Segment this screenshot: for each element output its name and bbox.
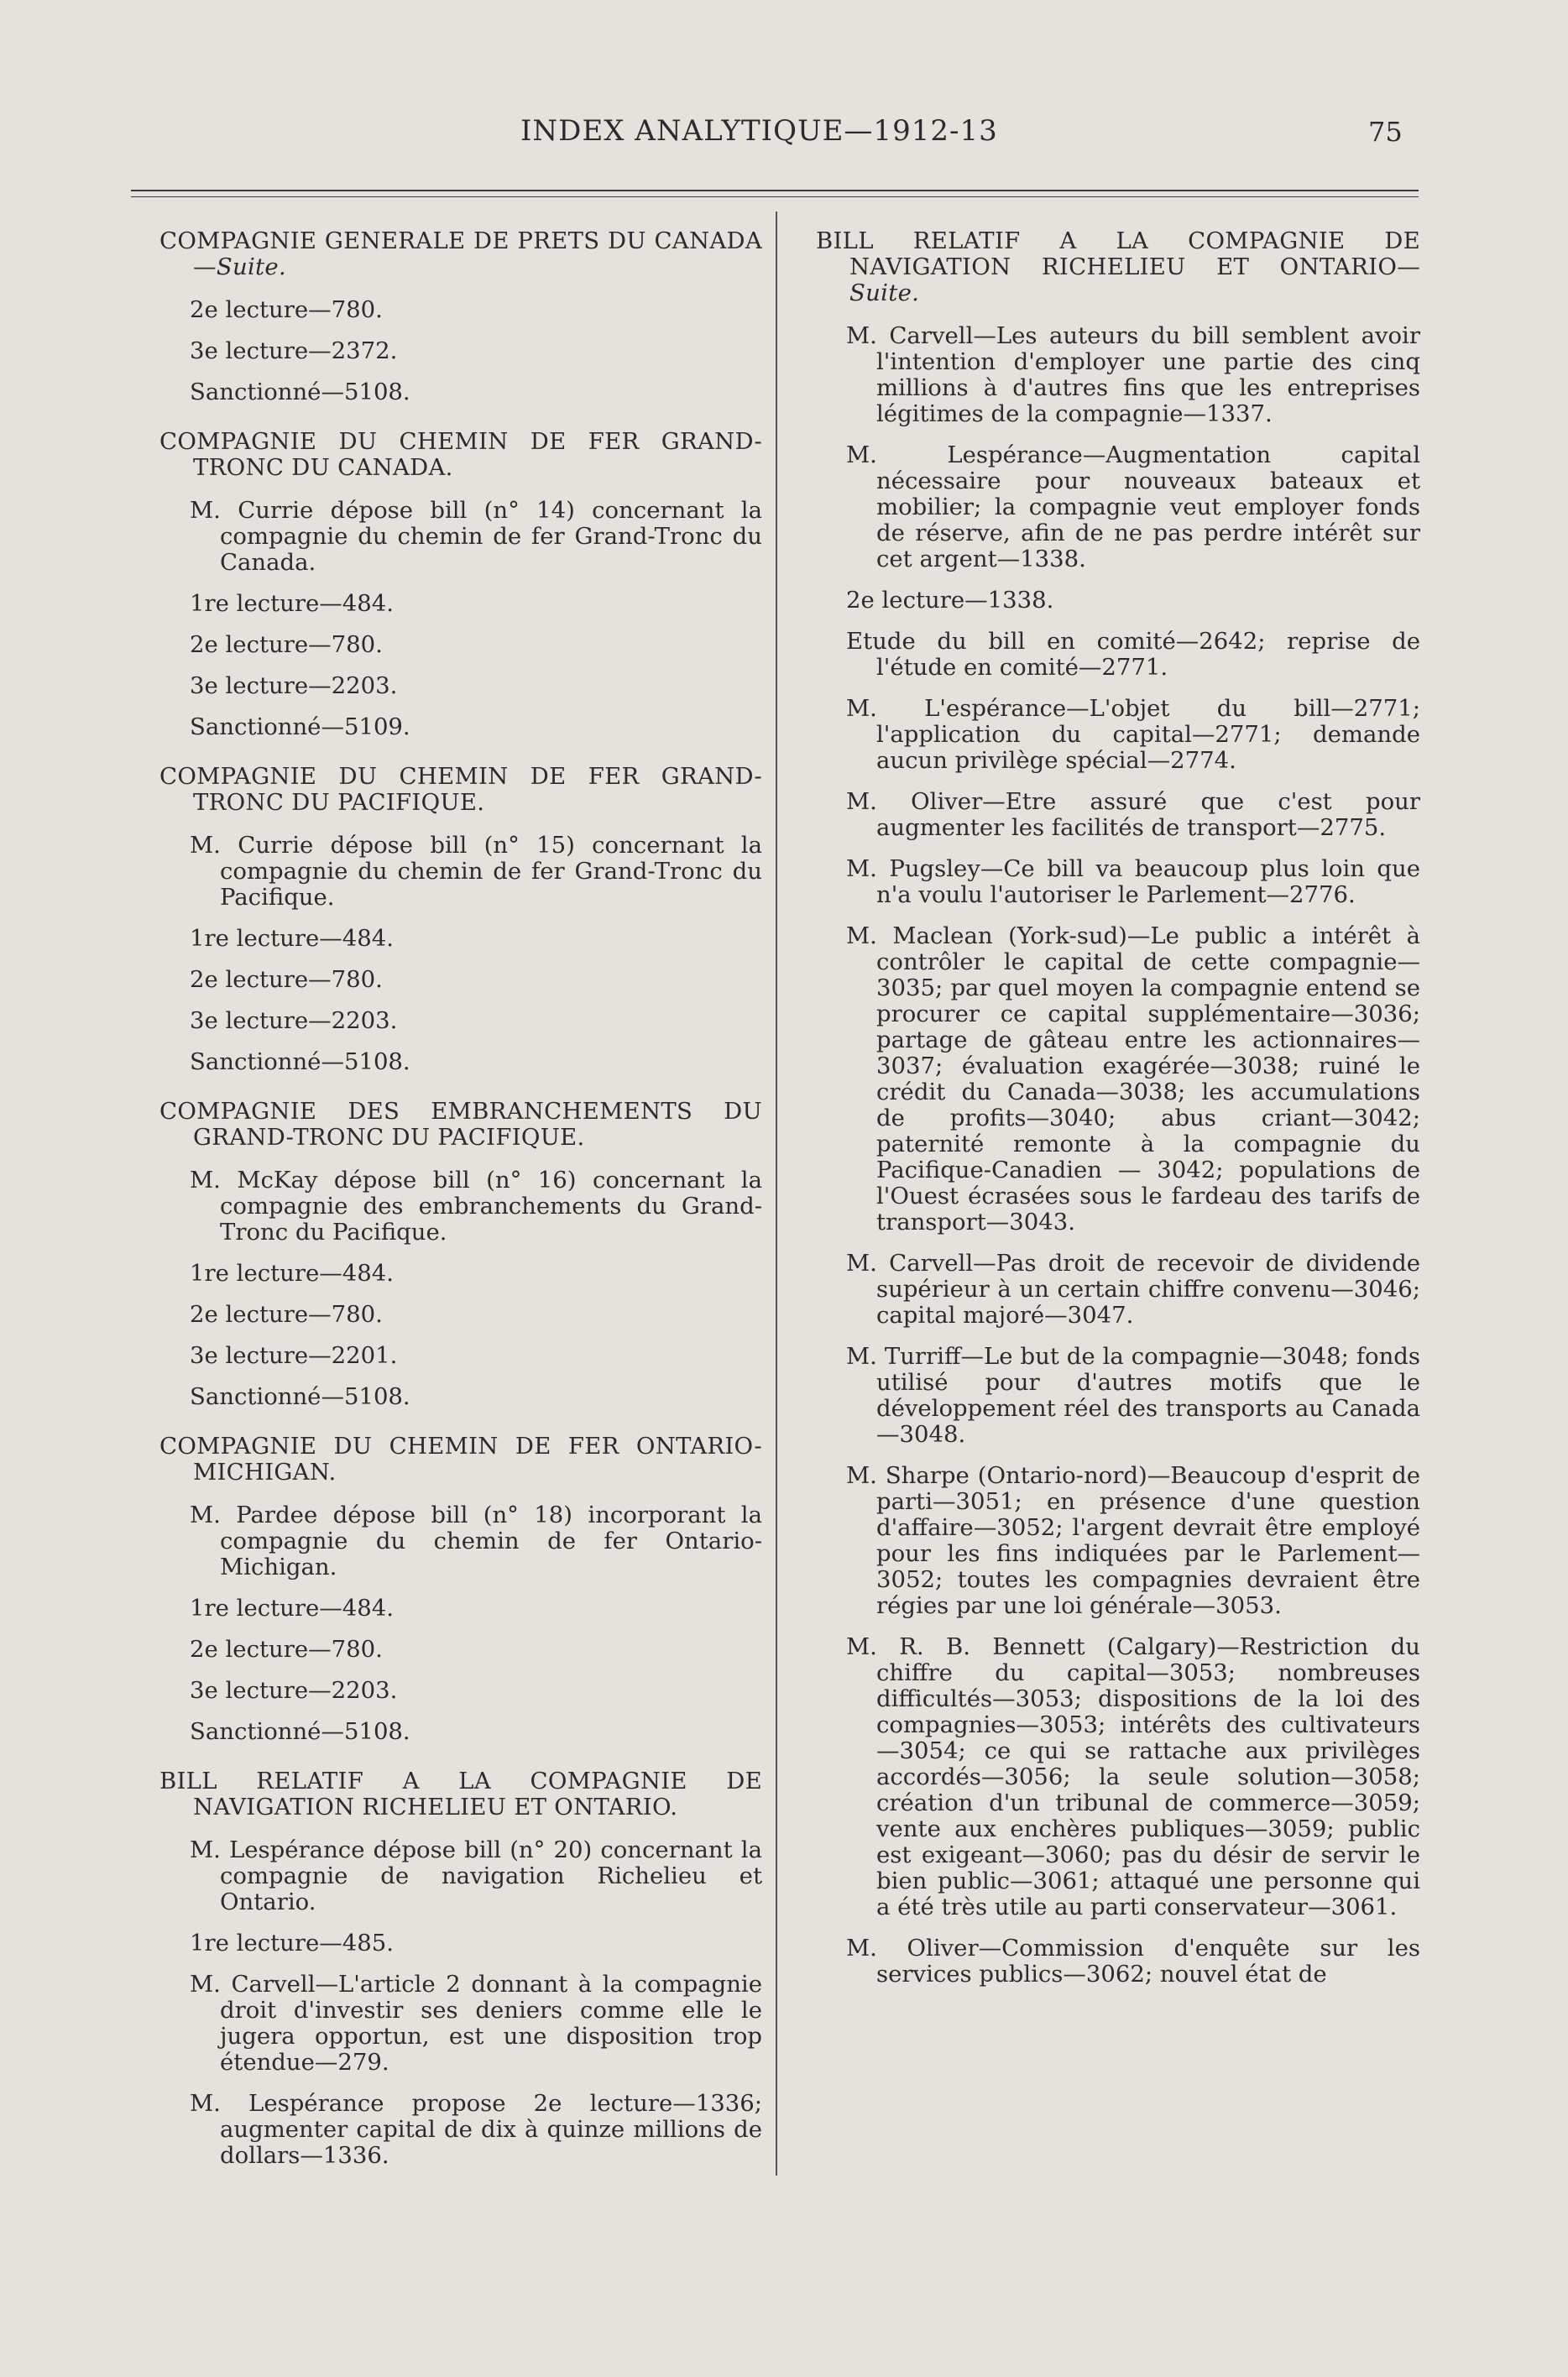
index-entry: 3e lecture—2372. (190, 337, 398, 364)
index-entry: Sanctionné—5108. (190, 1048, 410, 1075)
section-heading: COMPAGNIE GENERALE DE PRETS DU CANADA—Suite. (159, 227, 762, 280)
index-entry: 1re lecture—484. (190, 590, 395, 617)
index-entry: 3e lecture—2201. (190, 1342, 398, 1369)
right-column (816, 228, 1420, 2003)
section-heading: COMPAGNIE DES EMBRANCHEMENTS DU GRAND-TRONC DU PACIFIQUE. (159, 1098, 762, 1151)
index-entry: M. Lespérance propose 2e lecture—1336; augmenter capital de dix à quinze millions de dollars—1336. (190, 2090, 762, 2169)
index-entry: M. McKay dépose bill (n° 16) concernant la compagnie des embranchements du Grand-Tronc du Pacifique. (190, 1167, 762, 1246)
index-entry: 3e lecture—2203. (190, 1007, 398, 1034)
index-entry: 2e lecture—780. (190, 296, 383, 323)
left-column (159, 228, 762, 2184)
index-entry: M. Lespérance—Augmentation capital nécessaire pour nouveaux bateaux et mobilier; la compagnie veut employer fonds de réserve, afin de ne pas perdre intérêt sur cet argent—1338. (846, 441, 1420, 572)
index-entry: 2e lecture—780. (190, 966, 383, 993)
index-entry: Etude du bill en comité—2642; reprise de l'étude en comité—2771. (846, 628, 1420, 681)
index-entry: M. R. B. Bennett (Calgary)—Restriction du chiffre du capital—3053; nombreuses difficultés—3053; dispositions de la loi des compagnies—3053; intérêts des cultivateurs—3054; ce qui se rattache aux privilèges accordés—3056; la seule solution—3058; création d'un tribunal de commerce—3059; vente aux enchères publiques—3059; public est exigeant—3060; pas du désir de servir le bien public—3061; attaqué une personne qui a été très utile au parti conservateur—3061. (846, 1633, 1420, 1920)
index-entry: M. Turriff—Le but de la compagnie—3048; fonds utilisé pour d'autres motifs que le développement réel des transports au Canada—3048. (846, 1343, 1420, 1448)
index-entry: 1re lecture—484. (190, 1595, 395, 1622)
index-entry: M. Sharpe (Ontario-nord)—Beaucoup d'esprit de parti—3051; en présence d'une question d'affaire—3052; l'argent devrait être employé pour les fins indiquées par le Parlement—3052; toutes les compagnies devraient être régies par une loi générale—3053. (846, 1462, 1420, 1619)
index-entry: M. Oliver—Etre assuré que c'est pour augmenter les facilités de transport—2775. (846, 788, 1420, 841)
index-entry: 1re lecture—485. (190, 1930, 395, 1956)
section-heading: COMPAGNIE DU CHEMIN DE FER ONTARIO-MICHIGAN. (159, 1433, 762, 1486)
section-heading: COMPAGNIE DU CHEMIN DE FER GRAND-TRONC DU PACIFIQUE. (159, 763, 762, 816)
index-entry: Sanctionné—5108. (190, 379, 410, 405)
index-entry: M. L'espérance—L'objet du bill—2771; l'application du capital—2771; demande aucun privilège spécial—2774. (846, 695, 1420, 774)
page-header-title: INDEX ANALYTIQUE—1912-13 (520, 114, 998, 148)
index-entry: M. Pardee dépose bill (n° 18) incorporant la compagnie du chemin de fer Ontario-Michigan. (190, 1502, 762, 1580)
index-entry: M. Maclean (York-sud)—Le public a intérêt à contrôler le capital de cette compagnie—3035; par quel moyen la compagnie entend se procurer ce capital supplémentaire—3036; partage de gâteau entre les actionnaires—3037; évaluation exagérée—3038; ruiné le crédit du Canada—3038; les accumulations de profits—3040; abus criant—3042; paternité remonte à la compagnie du Pacifique-Canadien — 3042; populations de l'Ouest écrasées sous le fardeau des tarifs de transport—3043. (846, 922, 1420, 1236)
index-entry: M. Pugsley—Ce bill va beaucoup plus loin que n'a voulu l'autoriser le Parlement—2776. (846, 855, 1420, 908)
index-entry: Sanctionné—5108. (190, 1383, 410, 1410)
section-heading: BILL RELATIF A LA COMPAGNIE DE NAVIGATION RICHELIEU ET ONTARIO. (159, 1768, 762, 1821)
index-entry: Sanctionné—5108. (190, 1718, 410, 1745)
section-heading: BILL RELATIF A LA COMPAGNIE DE NAVIGATION RICHELIEU ET ONTARIO—Suite. (816, 227, 1420, 306)
index-entry: 2e lecture—780. (190, 631, 383, 658)
page-number: 75 (1368, 116, 1403, 148)
index-entry: M. Lespérance dépose bill (n° 20) concernant la compagnie de navigation Richelieu et Ontario. (190, 1836, 762, 1915)
index-entry: M. Currie dépose bill (n° 15) concernant la compagnie du chemin de fer Grand-Tronc du Pacifique. (190, 832, 762, 911)
index-entry: 3e lecture—2203. (190, 1677, 398, 1704)
header-rule-bottom (131, 196, 1419, 197)
index-entry: M. Carvell—Pas droit de recevoir de dividende supérieur à un certain chiffre convenu—3046; capital majoré—3047. (846, 1250, 1420, 1329)
index-entry: 2e lecture—1338. (846, 587, 1054, 614)
header-rule-top (131, 190, 1419, 191)
index-entry: Sanctionné—5109. (190, 713, 410, 740)
column-divider (776, 212, 777, 2176)
index-entry: M. Carvell—L'article 2 donnant à la compagnie droit d'investir ses deniers comme elle le jugera opportun, est une disposition trop étendue—279. (190, 1971, 762, 2076)
index-entry: M. Currie dépose bill (n° 14) concernant la compagnie du chemin de fer Grand-Tronc du Canada. (190, 497, 762, 576)
index-entry: 1re lecture—484. (190, 925, 395, 952)
index-entry: 2e lecture—780. (190, 1636, 383, 1663)
index-entry: M. Carvell—Les auteurs du bill semblent avoir l'intention d'employer une partie des cinq millions à d'autres fins que les entreprises légitimes de la compagnie—1337. (846, 322, 1420, 427)
index-entry: 1re lecture—484. (190, 1260, 395, 1287)
section-heading: COMPAGNIE DU CHEMIN DE FER GRAND-TRONC DU CANADA. (159, 428, 762, 481)
index-entry: 2e lecture—780. (190, 1301, 383, 1328)
index-entry: M. Oliver—Commission d'enquête sur les services publics—3062; nouvel état de (846, 1935, 1420, 1988)
index-entry: 3e lecture—2203. (190, 672, 398, 699)
